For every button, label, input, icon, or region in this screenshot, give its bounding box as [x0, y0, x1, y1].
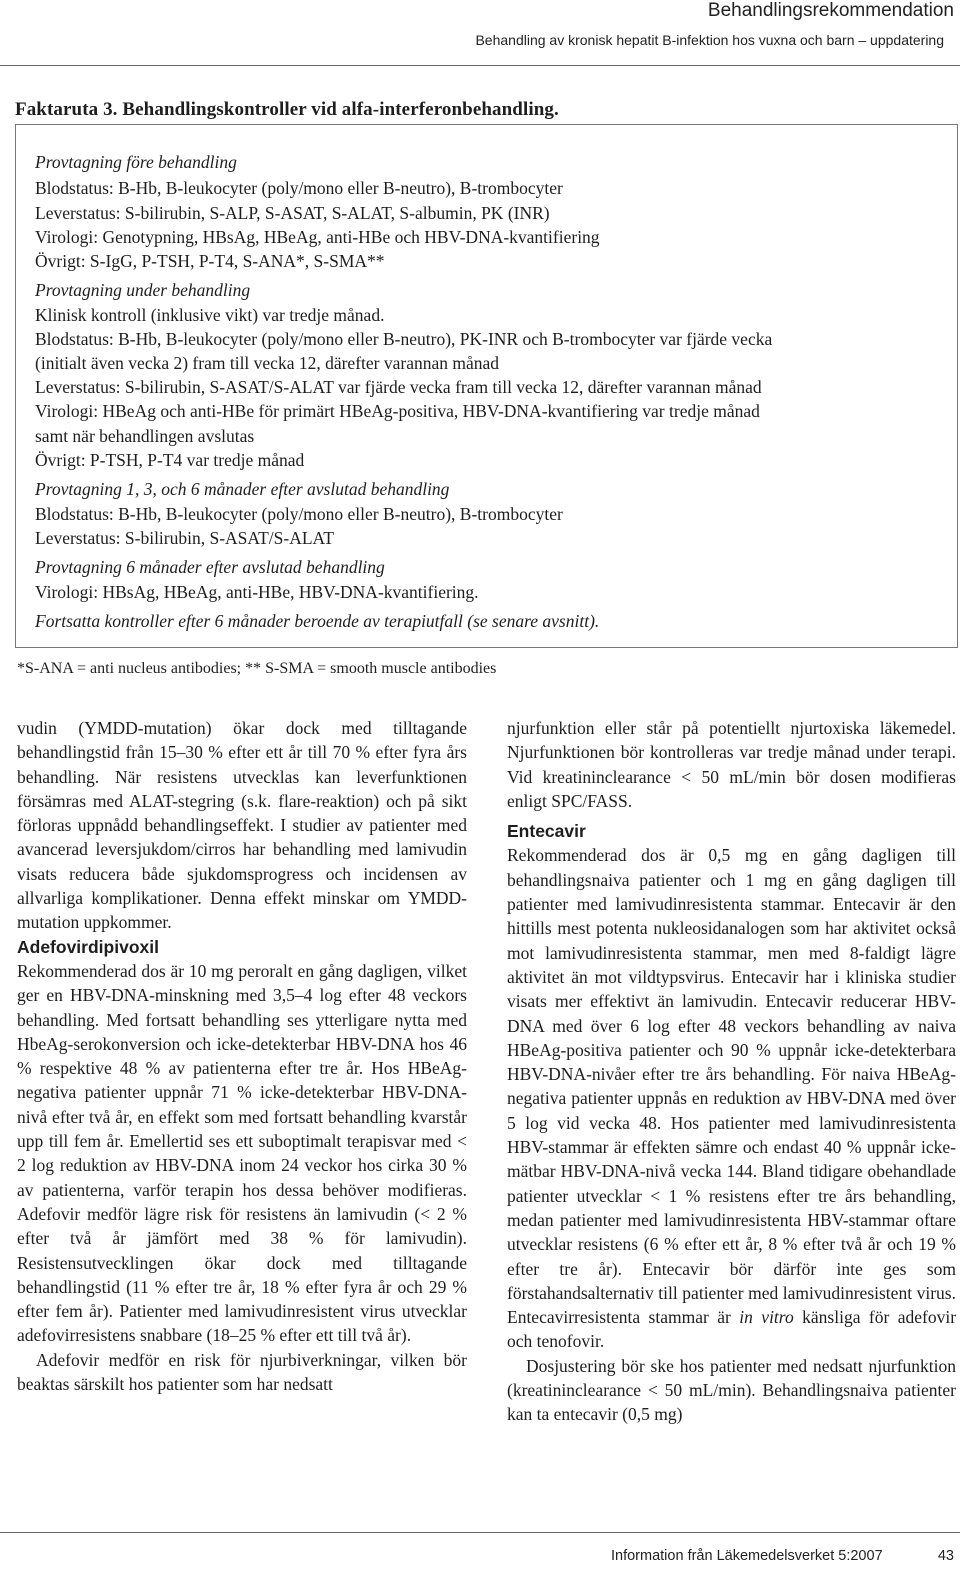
factbox-subheading: Provtagning under behandling [35, 280, 251, 300]
factbox-line: Leverstatus: S-bilirubin, S-ASAT/S-ALAT [35, 528, 334, 548]
section-heading-entecavir: Entecavir [507, 821, 586, 842]
paragraph: vudin (YMDD-mutation) ökar dock med tilltagande behandlingstid från 15–30 % efter ett år till 70 % efter fyra års behandling. När resistens utvecklas kan leverfunktionen försämras med ALAT-stegring (s.k. flare-reaktion) och på sikt förloras uppnådd behandlingseffekt. I studier av patienter med avancerad leversjukdom/cirros har behandling med lamivudin visats reducera både sjukdomsprogress och incidensen av allvarliga komplikationer. Denna effekt minskar om YMDD-mutation uppkommer. [17, 718, 467, 933]
factbox-line: Klinisk kontroll (inklusive vikt) var tredje månad. [35, 305, 385, 325]
factbox-footnote: *S-ANA = anti nucleus antibodies; ** S-SMA = smooth muscle antibodies [17, 660, 497, 677]
factbox-line: Övrigt: P-TSH, P-T4 var tredje månad [35, 450, 305, 470]
factbox-line: Leverstatus: S-bilirubin, S-ALP, S-ASAT, S-ALAT, S-albumin, PK (INR) [35, 203, 550, 223]
factbox-line: Blodstatus: B-Hb, B-leukocyter (poly/mono eller B-neutro), B-trombocyter [35, 178, 563, 198]
factbox-closing-note: Fortsatta kontroller efter 6 månader beroende av terapiutfall (se senare avsnitt). [35, 611, 600, 631]
factbox-title: Faktaruta 3. Behandlingskontroller vid alfa-interferonbehandling. [15, 99, 559, 120]
factbox-subheading: Provtagning 6 månader efter avslutad behandling [35, 557, 385, 577]
factbox-line: Blodstatus: B-Hb, B-leukocyter (poly/mono eller B-neutro), B-trombocyter [35, 504, 563, 524]
factbox-subheading: Provtagning före behandling [35, 152, 237, 172]
factbox-line: Virologi: Genotypning, HBsAg, HBeAg, anti-HBe och HBV-DNA-kvantifiering [35, 227, 600, 247]
paragraph: Dosjustering bör ske hos patienter med nedsatt njurfunktion (kreatininclearance < 50 mL/min). Behandlingsnaiva patienter kan ta entecavir (0,5 mg) [507, 1355, 956, 1425]
page-number: 43 [937, 1548, 954, 1564]
factbox-subheading: Provtagning 1, 3, och 6 månader efter avslutad behandling [35, 479, 450, 499]
factbox [15, 124, 958, 648]
factbox-line: Virologi: HBeAg och anti-HBe för primärt HBeAg-positiva, HBV-DNA-kvantifiering var tredje månad [35, 401, 760, 421]
factbox-line: Leverstatus: S-bilirubin, S-ASAT/S-ALAT var fjärde vecka fram till vecka 12, därefter varannan månad [35, 377, 762, 397]
running-header-subtitle: Behandling av kronisk hepatit B-infektion hos vuxna och barn – uppdatering [475, 32, 944, 48]
factbox-line: samt när behandlingen avslutas [35, 426, 255, 446]
paragraph: Rekommenderad dos är 10 mg peroralt en gång dagligen, vilket ger en HBV-DNA-minskning med 3,5–4 log efter 48 veckors behandling. Med fortsatt behandling ses ytterligare nytta med HbeAg-serokonversion och icke-detekterbar HBV-DNA hos 46 % respektive 48 % av patienterna efter tre år. Hos HBeAg-negativa patienter uppnår 71 % icke-detekterbar HBV-DNA-nivå efter två år, en effekt som med fortsatt behandling kvarstår upp till fem år. Emellertid ses ett suboptimalt terapisvar med < 2 log reduktion av HBV-DNA inom 24 veckor hos cirka 30 % av patienterna, varför terapin hos dessa behöver modifieras. Adefovir medför lägre risk för resistens än lamivudin (< 2 % efter två år jämfört med 38 % för lamivudin). Resistensutvecklingen ökar dock med tilltagande behandlingstid (11 % efter tre år, 18 % efter fyra år och 29 % efter fem år). Patienter med lamivudinresistent virus utvecklar adefovirresistens snabbare (18–25 % efter ett till två år). [17, 960, 467, 1346]
factbox-line: (initialt även vecka 2) fram till vecka 12, därefter varannan månad [35, 353, 500, 373]
factbox-line: Övrigt: S-IgG, P-TSH, P-T4, S-ANA*, S-SMA** [35, 251, 385, 271]
footer-divider [0, 1532, 960, 1533]
factbox-line: Blodstatus: B-Hb, B-leukocyter (poly/mono eller B-neutro), PK-INR och B-trombocyter var fjärde vecka [35, 329, 773, 349]
paragraph-text: känsliga för adefovir och tenofovir. [507, 1307, 957, 1352]
running-header-section: Behandlingsrekommendation [707, 0, 954, 21]
factbox-line: Virologi: HBsAg, HBeAg, anti-HBe, HBV-DNA-kvantifiering. [35, 582, 479, 602]
footer-publication: Information från Läkemedelsverket 5:2007 [611, 1548, 883, 1564]
paragraph-text: Rekommenderad dos är 0,5 mg en gång dagligen till behandlingsnaiva patienter och 1 mg en gång dagligen till patienter med lamivudinresistenta stammar. Entecavir är den hittills mest potenta nukleosidanalogen som har aktivitet också mot lamivudinresistenta stammar, men med 8-faldigt lägre aktivitet än mot vildtypsvirus. Entecavir har i kliniska studier visats mer effektivt än lamivudin. Entecavir reducerar HBV-DNA med över 6 log efter 48 veckors behandling av naiva HBeAg-positiva patienter och 90 % uppnår icke-detekterbara HBV-DNA-nivåer efter tre års behandling. För naiva HBeAg-negativa patienter uppnås en reduktion av HBV-DNA med över 5 log vid vecka 48. Hos patienter med lamivudinresistenta HBV-stammar är effekten sämre och endast 40 % uppnår icke-mätbar HBV-DNA-nivå vecka 144. Bland tidigare obehandlade patienter utvecklar < 1 % resistens efter tre års behandling, medan patienter med lamivudinresistenta HBV-stammar oftare utvecklar resistens (6 % efter ett år, 8 % efter två år och 19 % efter tre år). Entecavir bör därför inte ges som förstahandsalternativ till patienter med lamivudinresistent virus. Entecavirresistenta stammar är [507, 845, 956, 1328]
paragraph: njurfunktion eller står på potentiellt njurtoxiska läkemedel. Njurfunktionen bör kontrolleras var tredje månad under terapi. Vid kreatininclearance < 50 mL/min bör dosen modifieras enligt SPC/FASS. [507, 718, 956, 811]
section-heading-adefovirdipivoxil: Adefovirdipivoxil [17, 936, 159, 957]
header-divider [0, 65, 960, 66]
paragraph: Adefovir medför en risk för njurbiverkningar, vilken bör beaktas särskilt hos patienter som har nedsatt [17, 1349, 467, 1395]
left-column [17, 716, 467, 1396]
right-column [507, 716, 956, 1427]
paragraph [507, 843, 956, 1353]
italic-term: in vitro [739, 1307, 794, 1328]
